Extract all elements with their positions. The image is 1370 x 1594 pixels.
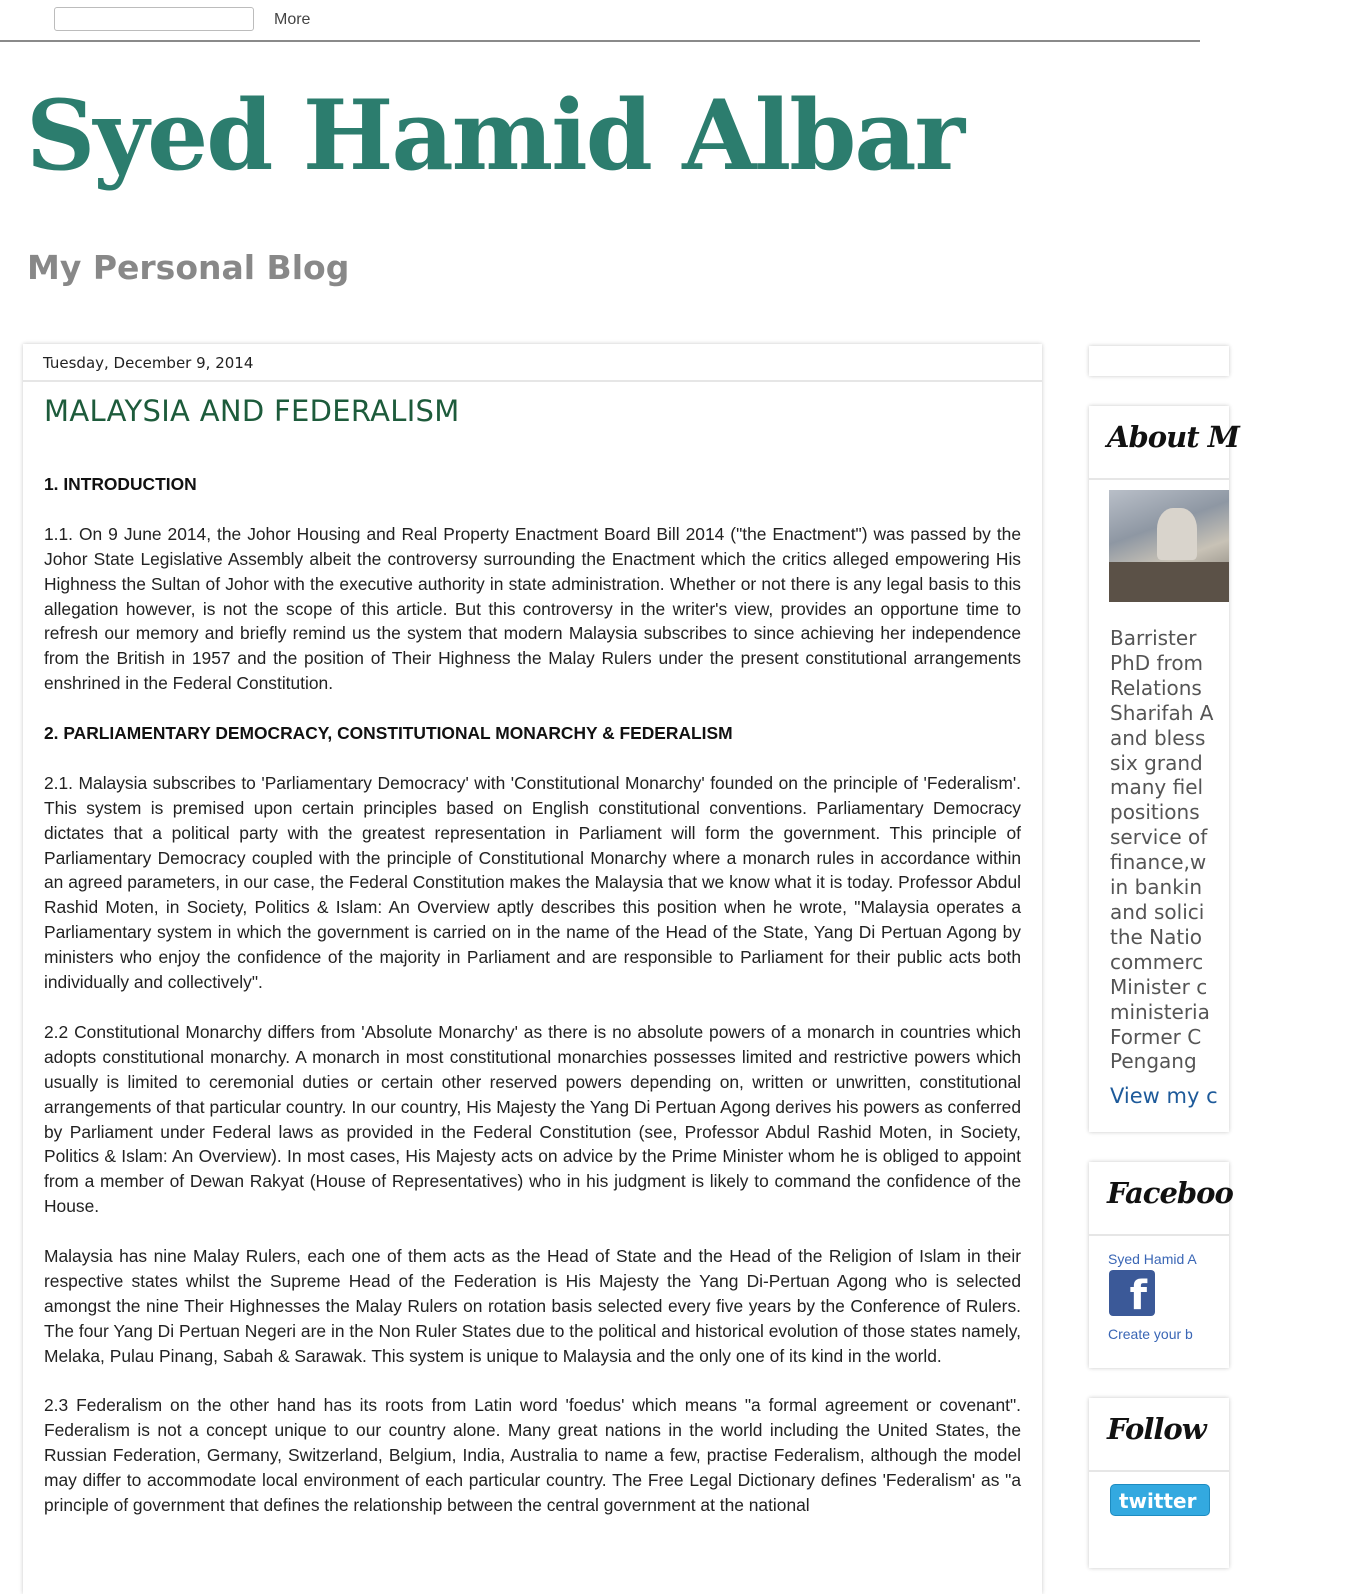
profile-line: many fiel <box>1110 775 1204 800</box>
profile-person <box>1157 508 1197 560</box>
profile-description <box>1110 626 1370 1074</box>
view-profile-link[interactable]: View my c <box>1110 1084 1218 1108</box>
divider <box>1089 1234 1229 1236</box>
navbar <box>0 0 1200 42</box>
post-title[interactable]: MALAYSIA AND FEDERALISM <box>44 394 460 428</box>
profile-line: finance,w <box>1110 850 1207 875</box>
profile-line: Pengang <box>1110 1049 1197 1074</box>
facebook-profile-link[interactable]: Syed Hamid A <box>1108 1251 1197 1267</box>
profile-line: and bless <box>1110 725 1206 750</box>
facebook-create-badge-link[interactable]: Create your b <box>1108 1326 1193 1342</box>
profile-line: PhD from <box>1110 650 1204 675</box>
profile-line: commerc <box>1110 949 1204 974</box>
facebook-heading: Faceboo <box>1107 1176 1233 1210</box>
profile-line: service of <box>1110 825 1208 850</box>
profile-line: Barrister <box>1110 626 1197 650</box>
profile-line: ministeria <box>1110 999 1210 1024</box>
blog-description: My Personal Blog <box>27 248 350 287</box>
post-date: Tuesday, December 9, 2014 <box>43 354 254 372</box>
profile-line: in bankin <box>1110 875 1203 900</box>
profile-line: the Natio <box>1110 924 1203 949</box>
facebook-icon[interactable]: f <box>1109 1270 1155 1316</box>
navbar-more-link[interactable]: More <box>274 11 311 28</box>
about-me-heading: About M <box>1107 420 1239 454</box>
post-heading-introduction: 1. INTRODUCTION <box>44 474 197 494</box>
navbar-search-input[interactable] <box>54 7 254 31</box>
profile-line: Sharifah A <box>1110 700 1214 725</box>
follow-heading: Follow <box>1107 1412 1206 1446</box>
profile-line: and solici <box>1110 899 1205 924</box>
post-paragraph: 1.1. On 9 June 2014, the Johor Housing and Real Property Enactment Board Bill 2014 ("the Enactment") was passed by the Johor State Legislative Assembly albeit the controversy surrounding the Enactment which the critics alleged empowering His Highness the Sultan of Johor with the executive authority in state administration. Whether or not there is any legal basis to this allegation however, is not the scope of this article. But this controversy in the writer's view, provides an opportune time to refresh our memory and briefly remind us the system that modern Malaysia subscribes to since achieving her independence from the British in 1957 and the position of Their Highness the Malay Rulers under the present constitutional arrangements enshrined in the Federal Constitution. <box>44 523 1021 694</box>
sidebar-top-widget <box>1089 346 1229 376</box>
profile-line: Minister c <box>1110 974 1208 999</box>
about-me-widget <box>1089 406 1239 1132</box>
post-body <box>44 472 1021 1543</box>
main-post-column <box>23 344 1042 1594</box>
post-paragraph: 2.3 Federalism on the other hand has its roots from Latin word 'foedus' which means "a formal agreement or covenant". Federalism is not a concept unique to our country alone. Many great nations in the world including the United States, the Russian Federation, Germany, Switzerland, Belgium, India, Australia to name a few, practise Federalism, although the model may differ to accommodate local environment of each particular country. The Free Legal Dictionary defines 'Federalism' as "a principle of government that defines the relationship between the central government at the national <box>44 1395 1021 1516</box>
profile-desk <box>1109 562 1229 602</box>
follow-widget <box>1089 1398 1229 1568</box>
facebook-widget <box>1089 1162 1233 1368</box>
post-paragraph: 2.1. Malaysia subscribes to 'Parliamentary Democracy' with 'Constitutional Monarchy' founded on the principle of 'Federalism'. This system is premised upon certain principles based on English constitutional conventions. Parliamentary Democracy dictates that a political party with the greatest representation in Parliament will form the government. This principle of Parliamentary Democracy coupled with the principle of Constitutional Monarchy where a monarch rules in accordance within an agreed parameters, in our case, the Federal Constitution makes the Malaysia that we know what it is today. Professor Abdul Rashid Moten, in Society, Politics & Islam: An Overview aptly describes this position when he wrote, "Malaysia operates a Parliamentary system in which the government is carried on in the name of the Head of the State, Yang Di Pertuan Agong by ministers who enjoy the confidence of the majority in Parliament and are responsible to Parliament for their public acts both individually and collectively". <box>44 772 1021 993</box>
profile-line: six grand <box>1110 750 1203 775</box>
divider <box>1089 1470 1229 1472</box>
post-paragraph: Malaysia has nine Malay Rulers, each one of them acts as the Head of State and the Head of the Religion of Islam in their respective states whilst the Supreme Head of the Federation is His Majesty the Yang Di-Pertuan Agong who is selected amongst the nine Their Highnesses the Malay Rulers on rotation basis selected every five years by the Conference of Rulers. The four Yang Di Pertuan Negeri are in the Non Ruler States due to the political and historical evolution of those states namely, Melaka, Pulau Pinang, Sabah & Sarawak. This system is unique to Malaysia and the only one of its kind in the world. <box>44 1246 1021 1366</box>
post-paragraph: 2.2 Constitutional Monarchy differs from 'Absolute Monarchy' as there is no absolute powers of a monarch in countries which adopts constitutional monarchy. A monarch in most constitutional monarchies possesses limited and restrictive powers which usually is limited to ceremonial duties or certain other reserved powers depending on, written or unwritten, constitutional arrangements of that particular country. In our country, His Majesty the Yang Di Pertuan Agong derives his powers as conferred by Parliament under Federal laws as provided in the Federal Constitution (see, Professor Abdul Rashid Moten, in Society, Politics & Islam: An Overview). In most cases, His Majesty acts on advice by the Prime Minister whom he is obliged to appoint from a member of Dewan Rakyat (House of Representatives) who in his judgment is likely to command the confidence of the House. <box>44 1021 1021 1217</box>
twitter-follow-button[interactable]: twitter <box>1110 1484 1210 1516</box>
divider <box>1089 478 1229 480</box>
profile-line: Former C <box>1110 1024 1202 1049</box>
date-header <box>23 344 1042 382</box>
profile-photo[interactable] <box>1109 490 1229 602</box>
profile-line: positions <box>1110 800 1200 825</box>
profile-line: Relations <box>1110 675 1202 700</box>
blog-title[interactable]: Syed Hamid Albar <box>26 79 964 192</box>
post-heading-parliamentary-democracy: 2. PARLIAMENTARY DEMOCRACY, CONSTITUTIONAL MONARCHY & FEDERALISM <box>44 723 733 744</box>
